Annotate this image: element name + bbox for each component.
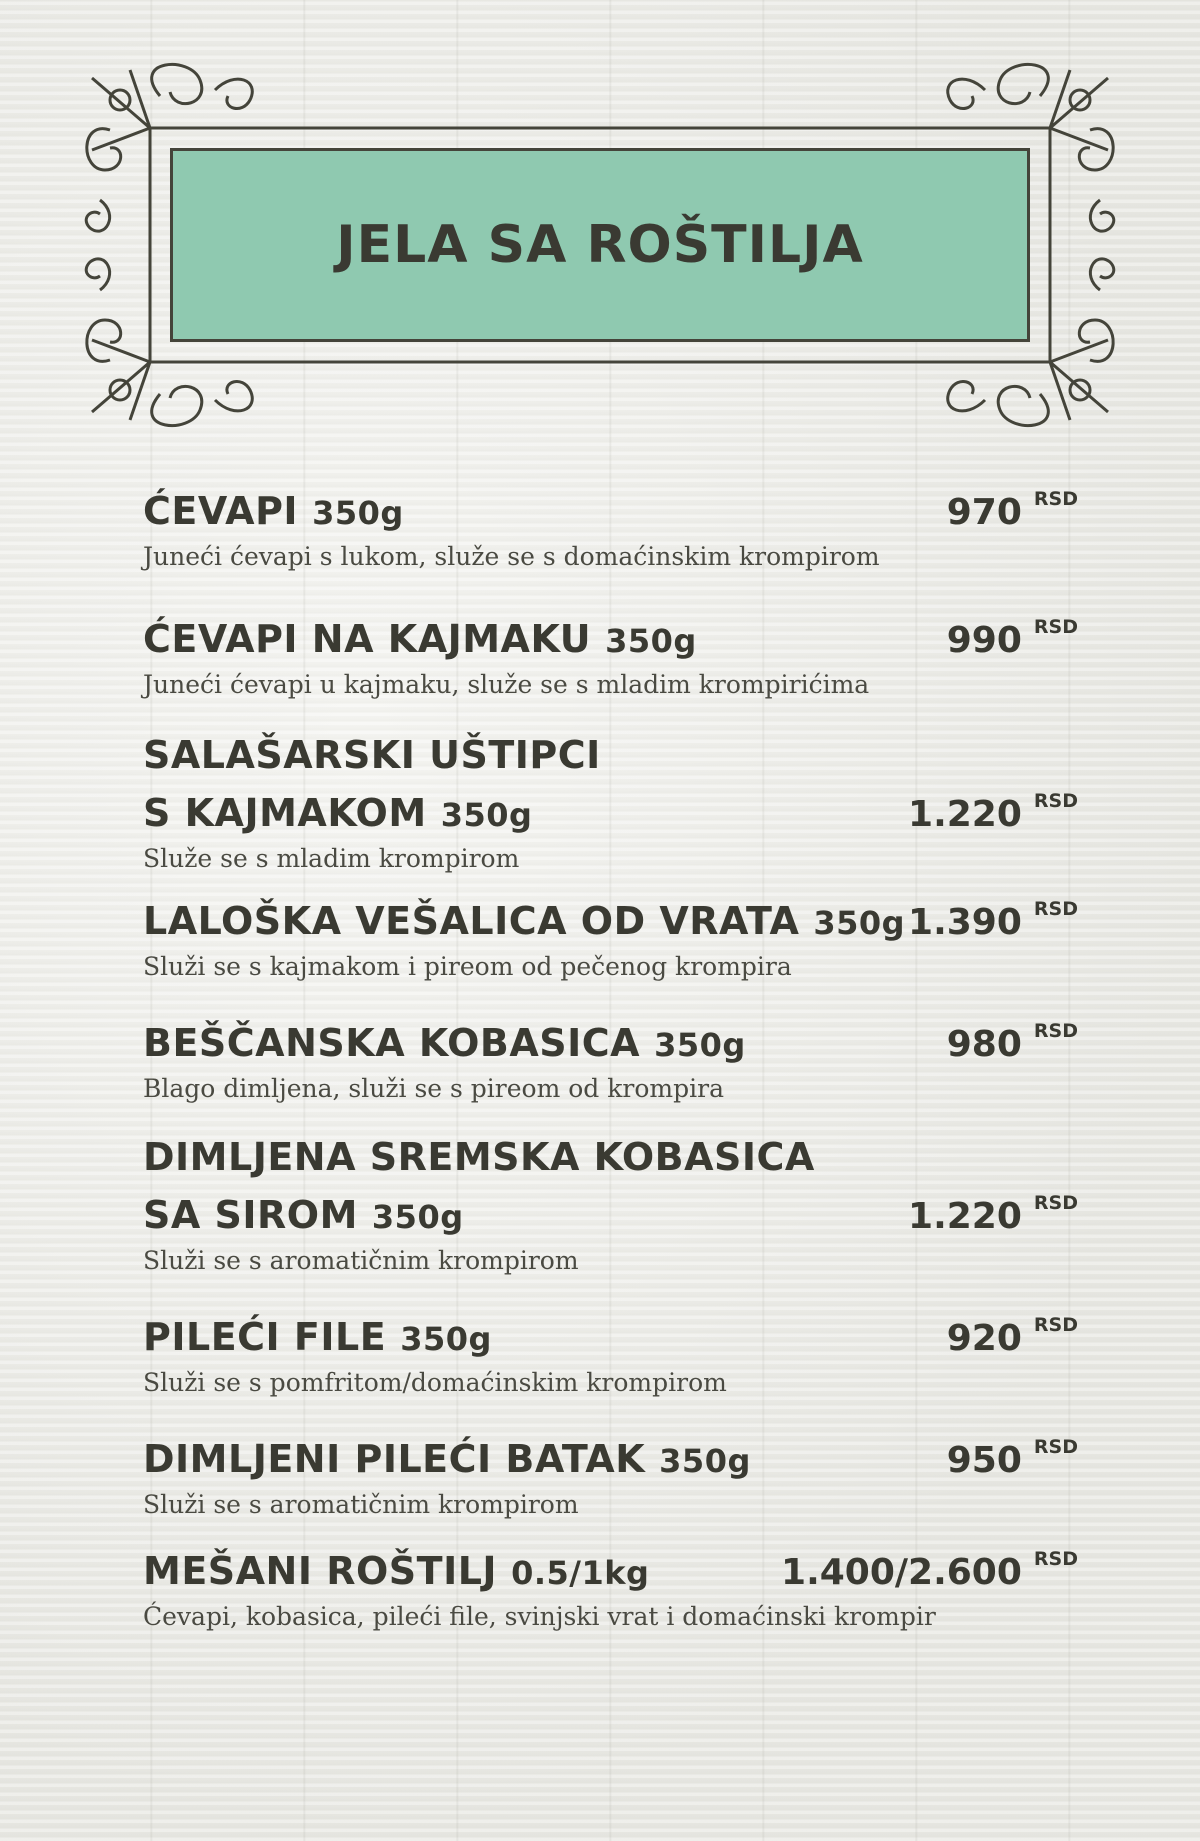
- item-description: Služi se s aromatičnim krompirom: [143, 1490, 579, 1519]
- currency-label: RSD: [1033, 898, 1078, 920]
- currency-label: RSD: [1033, 488, 1078, 510]
- menu-item: [143, 1014, 1078, 1106]
- item-weight: 350g: [813, 904, 906, 942]
- currency-label: RSD: [1033, 1192, 1078, 1214]
- item-description: Služi se s aromatičnim krompirom: [143, 1246, 579, 1275]
- item-description: Juneći ćevapi s lukom, služe se s domaćinskim krompirom: [143, 542, 880, 571]
- menu-item: [143, 610, 1078, 702]
- menu-title: JELA SA ROŠTILJA: [336, 215, 864, 275]
- item-weight: 350g: [371, 1198, 464, 1236]
- item-description: Služi se s pomfritom/domaćinskim krompirom: [143, 1368, 727, 1397]
- item-price: 920: [946, 1318, 1022, 1359]
- currency-label: RSD: [1033, 790, 1078, 812]
- item-name-line1: SALAŠARSKI UŠTIPCI: [143, 733, 601, 777]
- currency-label: RSD: [1033, 1436, 1078, 1458]
- menu-item: [143, 1542, 1078, 1634]
- item-name: SA SIROM 350g: [143, 1193, 464, 1237]
- menu-item: [143, 1308, 1078, 1400]
- item-weight: 0.5/1kg: [511, 1554, 650, 1592]
- item-price: 1.220: [908, 1196, 1022, 1237]
- item-price: 980: [946, 1024, 1022, 1065]
- item-price: 970: [946, 492, 1022, 533]
- item-name: BEŠČANSKA KOBASICA 350g: [143, 1021, 746, 1065]
- item-weight: 350g: [654, 1026, 746, 1064]
- menu-item: [143, 482, 1078, 574]
- item-description: Juneći ćevapi u kajmaku, služe se s mladim krompirićima: [143, 670, 870, 699]
- menu-item: [143, 892, 1078, 984]
- item-name: MEŠANI ROŠTILJ 0.5/1kg: [143, 1549, 650, 1593]
- menu-item: [143, 1430, 1078, 1522]
- item-name: ĆEVAPI NA KAJMAKU 350g: [143, 617, 697, 661]
- item-weight: 350g: [605, 622, 697, 660]
- item-name: PILEĆI FILE 350g: [143, 1315, 492, 1359]
- item-name: LALOŠKA VEŠALICA OD VRATA 350g: [143, 899, 906, 943]
- item-name: ĆEVAPI 350g: [143, 489, 404, 533]
- menu-list: [143, 482, 1078, 1634]
- item-name-line1: DIMLJENA SREMSKA KOBASICA: [143, 1135, 815, 1179]
- item-name: DIMLJENI PILEĆI BATAK 350g: [143, 1437, 751, 1481]
- item-weight: 350g: [400, 1320, 492, 1358]
- item-price: 1.220: [908, 794, 1022, 835]
- item-description: Blago dimljena, služi se s pireom od krompira: [143, 1074, 724, 1103]
- item-price: 990: [946, 620, 1022, 661]
- item-price: 950: [946, 1440, 1022, 1481]
- item-price: 1.390: [908, 902, 1022, 943]
- item-name: S KAJMAKOM 350g: [143, 791, 533, 835]
- item-weight: 350g: [312, 494, 404, 532]
- item-price: 1.400/2.600: [781, 1552, 1022, 1593]
- item-description: Služe se s mladim krompirom: [143, 844, 520, 873]
- currency-label: RSD: [1033, 1548, 1078, 1570]
- menu-item: [143, 1128, 1078, 1278]
- item-weight: 350g: [440, 796, 533, 834]
- currency-label: RSD: [1033, 1314, 1078, 1336]
- title-banner: [170, 148, 1030, 342]
- currency-label: RSD: [1033, 1020, 1078, 1042]
- menu-item: [143, 726, 1078, 876]
- item-description: Ćevapi, kobasica, pileći file, svinjski vrat i domaćinski krompir: [143, 1602, 936, 1631]
- item-weight: 350g: [659, 1442, 751, 1480]
- currency-label: RSD: [1033, 616, 1078, 638]
- item-description: Služi se s kajmakom i pireom od pečenog krompira: [143, 952, 792, 981]
